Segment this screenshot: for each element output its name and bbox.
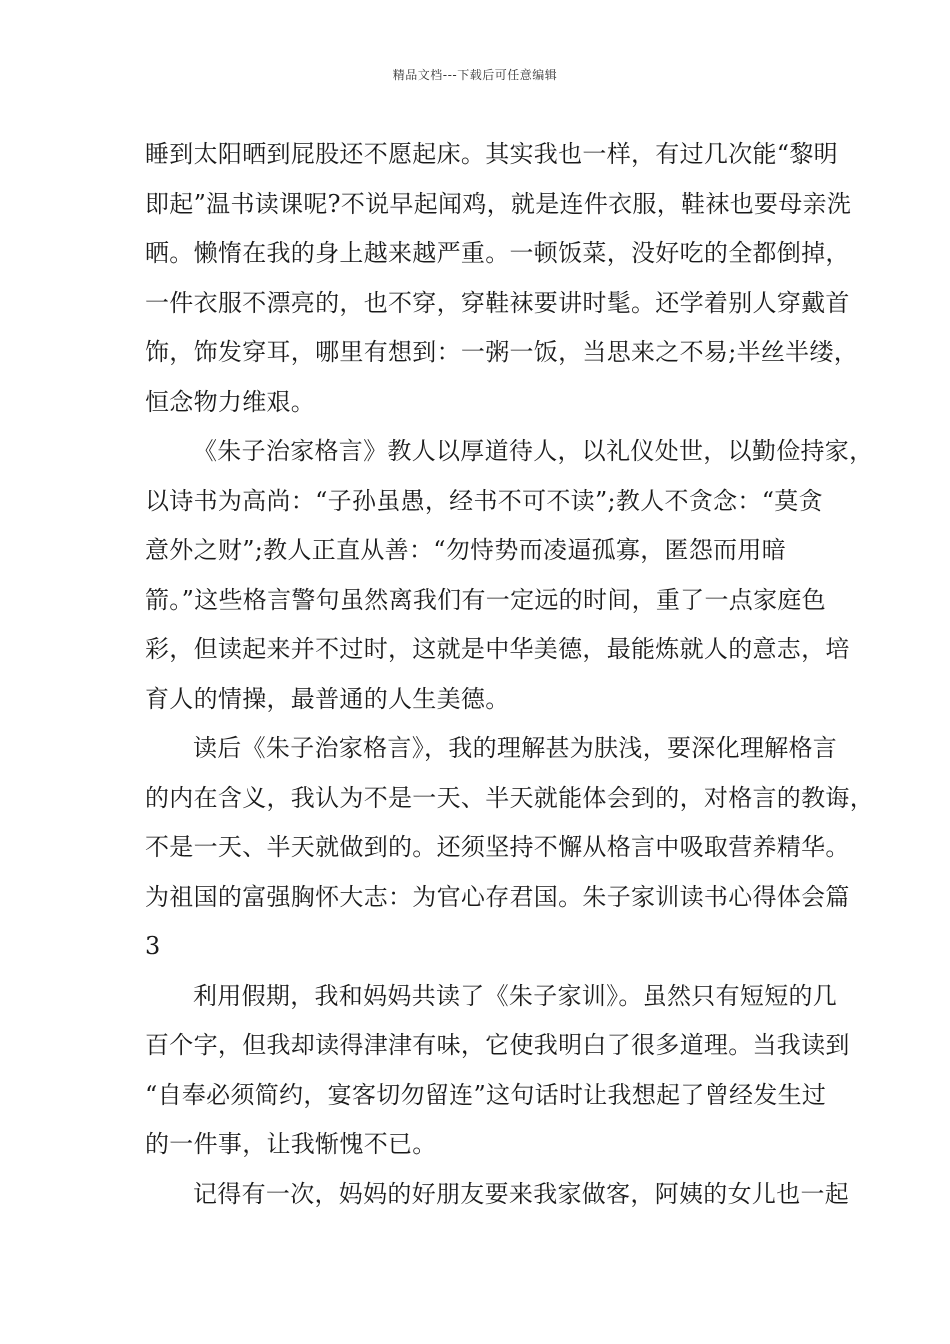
document-body <box>145 130 874 1219</box>
text-line: 不是一天、半天就做到的。还须坚持不懈从格言中吸取营养精华。 <box>145 833 850 861</box>
text-line: 恒念物力维艰。 <box>145 387 316 416</box>
text-line: 一件衣服不漂亮的，也不穿，穿鞋袜要讲时髦。还学着别人穿戴首 <box>145 288 850 317</box>
text-line: “自奉必须简约，宴客切勿留连”这句话时让我想起了曾经发生过 <box>145 1080 827 1109</box>
text-line: 彩，但读起来并不过时，这就是中华美德，最能炼就人的意志，培 <box>145 635 850 663</box>
text-line: 3 <box>145 932 161 960</box>
text-line: 意外之财”;教人正直从善：“勿恃势而凌逼孤寡，匿怨而用暗 <box>145 536 787 564</box>
text-line: 箭。”这些格言警句虽然离我们有一定远的时间，重了一点家庭色 <box>145 585 826 614</box>
page-header: 精品文档---下载后可任意编辑 <box>392 68 558 82</box>
text-line: 《朱子治家格言》教人以厚道待人，以礼仪处世，以勤俭持家， <box>193 437 874 465</box>
text-line: 读后《朱子治家格言》，我的理解甚为肤浅，要深化理解格言 <box>193 734 838 762</box>
text-line: 饰，饰发穿耳，哪里有想到：一粥一饭，当思来之不易;半丝半缕， <box>145 338 859 366</box>
text-line: 即起”温书读课呢?不说早起闻鸡，就是连件衣服，鞋袜也要母亲洗 <box>145 189 852 218</box>
text-line: 睡到太阳晒到屁股还不愿起床。其实我也一样，有过几次能“黎明 <box>145 140 838 168</box>
text-line: 以诗书为高尚：“子孙虽愚，经书不可不读”;教人不贪念：“莫贪 <box>145 486 823 515</box>
text-line: 晒。懒惰在我的身上越来越严重。一顿饭菜，没好吃的全都倒掉， <box>145 239 850 267</box>
text-line: 利用假期，我和妈妈共读了《朱子家训》。虽然只有短短的几 <box>193 981 838 1010</box>
text-line: 育人的情操，最普通的人生美德。 <box>145 684 510 713</box>
text-line: 百个字，但我却读得津津有味，它使我明白了很多道理。当我读到 <box>145 1031 850 1059</box>
text-line: 记得有一次，妈妈的好朋友要来我家做客，阿姨的女儿也一起 <box>193 1179 850 1208</box>
text-line: 为祖国的富强胸怀大志：为官心存君国。朱子家训读书心得体会篇 <box>145 882 850 911</box>
text-line: 的内在含义，我认为不是一天、半天就能体会到的，对格言的教诲， <box>145 783 874 812</box>
text-line: 的一件事，让我惭愧不已。 <box>145 1130 437 1158</box>
